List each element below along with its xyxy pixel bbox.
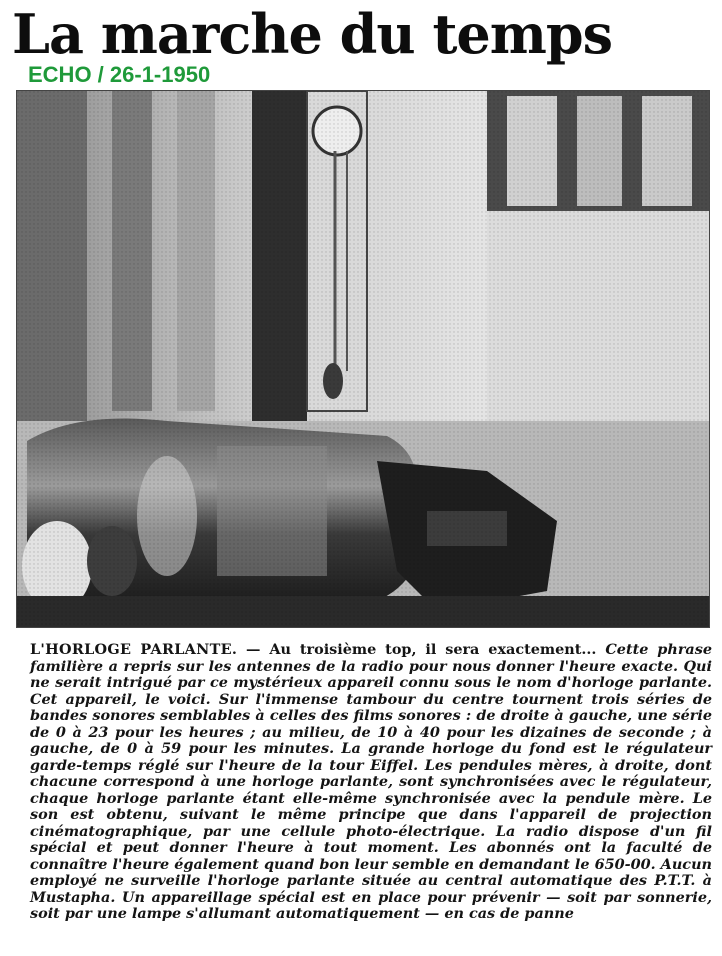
caption-title: L'HORLOGE PARLANTE. xyxy=(30,641,238,658)
photo-talking-clock-icon xyxy=(17,91,709,627)
article-text xyxy=(30,642,712,948)
source-label: ECHO / 26-1-1950 xyxy=(28,62,211,87)
article-lead: — Au troisième top, il sera exactement... xyxy=(237,641,606,658)
article-body: Cette phrase familière a repris sur les antennes de la radio pour nous donner l'heure exacte. Qui ne serait intrigué par ce mystérieux appareil connu sous le nom d'horloge parlante. Cet appareil, le voici. Sur l'immense tambour du centre tournent trois séries de bandes sonores semblables à celles des films sonores : de droite à gauche, une série de 0 à 23 pour les heures ; au milieu, de 10 à 40 pour les dizaines de seconde ; à gauche, de 0 à 59 pour les minutes. La grande horloge du fond est le régulateur garde-temps réglé sur l'heure de la tour Eiffel. Les pendules mères, à droite, dont chacune correspond à une horloge parlante, sont synchronisées avec le régulateur, chaque horloge parlante étant elle-même synchronisée avec la pendule mère. Le son est obtenu, suivant le même principe que dans l'appareil de projection cinématographique, par une cellule photo-électrique. La radio dispose d'un fil spécial et peut donner l'heure à tout moment. Les abonnés ont la faculté de connaître l'heure également quand bon leur semble en demandant le 650-00. Aucun employé ne surveille l'horloge parlante située au central automatique des P.T.T. à Mustapha. Un appareillage spécial est en place pour prévenir — soit par sonnerie, soit par une lampe s'allumant automatiquement — en cas de panne xyxy=(30,641,712,922)
headline: La marche du temps xyxy=(12,2,613,66)
article-photo xyxy=(16,90,710,628)
